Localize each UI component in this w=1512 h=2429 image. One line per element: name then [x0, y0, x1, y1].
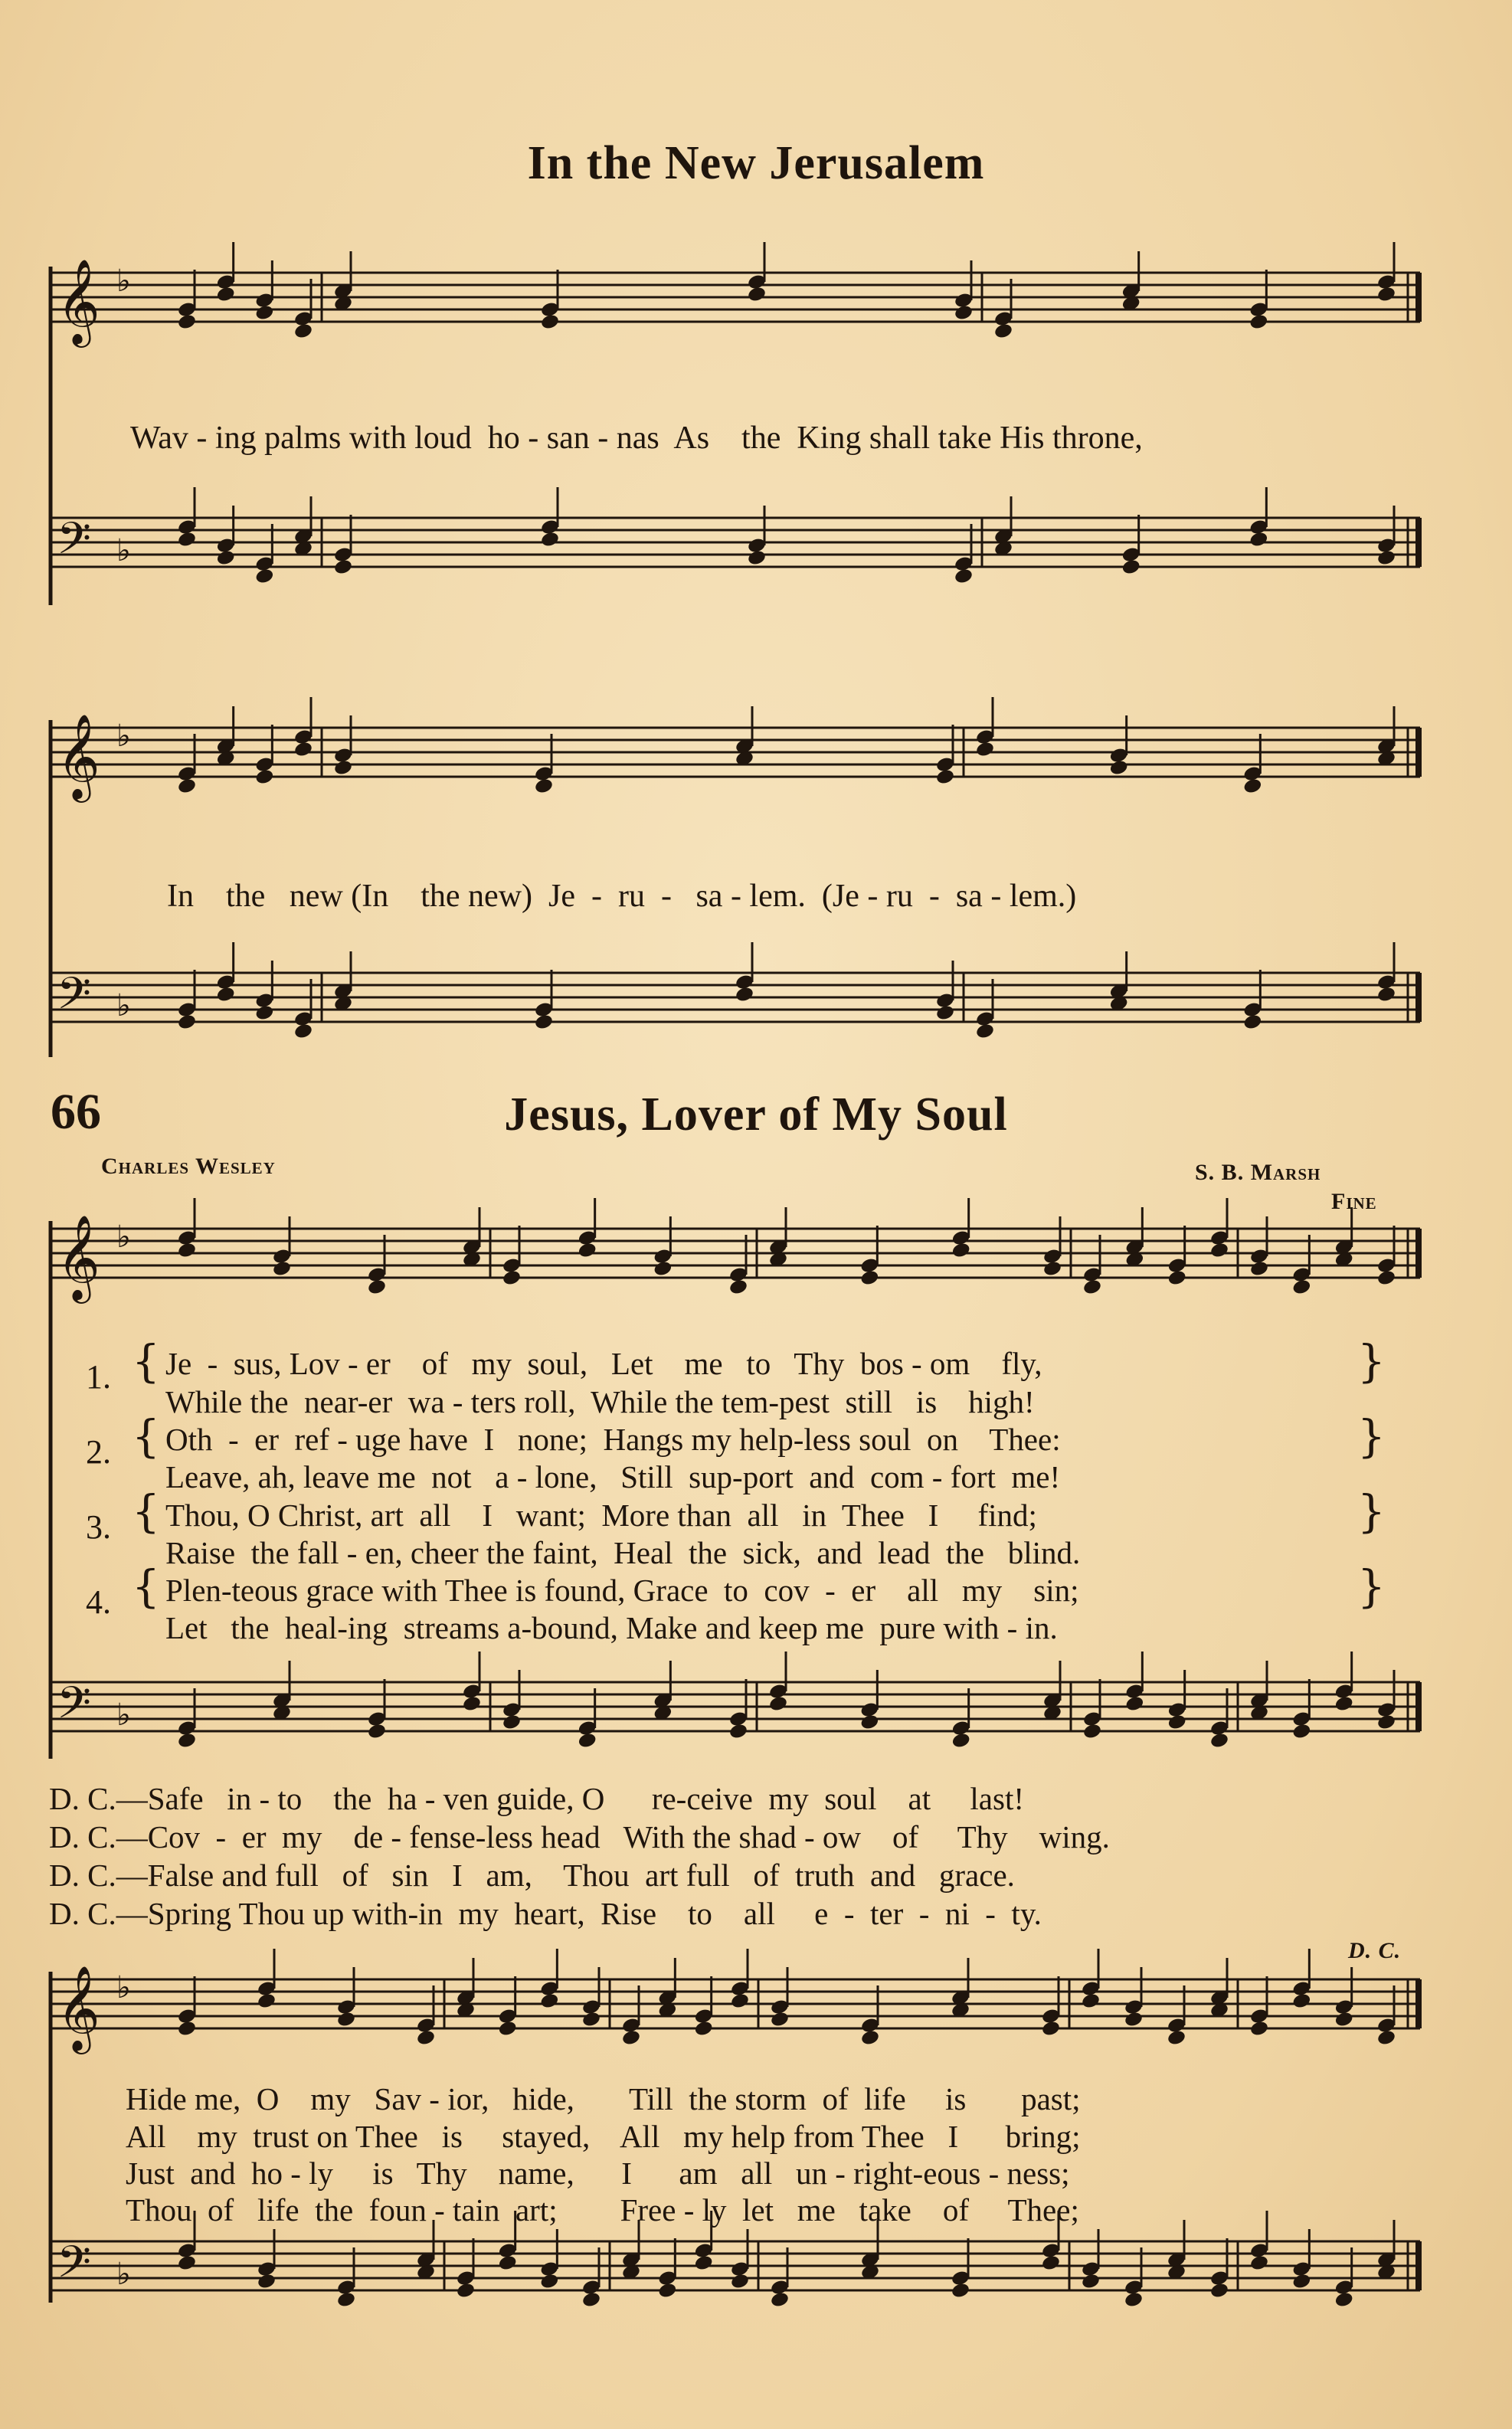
- verse-brace: }: [1357, 1560, 1386, 1612]
- final-bar: [1415, 973, 1422, 1022]
- treble-clef: 𝄞: [57, 713, 100, 799]
- note-head: [177, 2020, 197, 2038]
- note-head: [1291, 1992, 1311, 2010]
- verse-lyric-line: Let the heal-ing streams a-bound, Make and keep me pure with - in.: [165, 1610, 1058, 1645]
- note-head: [1242, 777, 1262, 795]
- note-head: [735, 986, 754, 1003]
- note-head: [456, 2282, 476, 2300]
- note-head: [177, 531, 197, 548]
- note-head: [1249, 313, 1268, 331]
- note-head: [578, 1242, 597, 1259]
- note-head: [1041, 2020, 1061, 2038]
- note-head: [1121, 558, 1141, 576]
- final-bar: [1415, 273, 1422, 322]
- note-head: [1376, 286, 1396, 303]
- note-head: [1082, 1723, 1102, 1740]
- treble-clef: 𝄞: [57, 1214, 100, 1300]
- bass-clef: 𝄢: [57, 2236, 92, 2299]
- dc-lyric-line: D. C.—Safe in - to the ha - ven guide, O re-ceive my soul at last!: [49, 1781, 1024, 1816]
- flat-sign: ♭: [116, 1970, 131, 2005]
- hymn-number: 66: [51, 1084, 101, 1140]
- note-head: [1081, 1992, 1101, 2010]
- final-bar: [1415, 728, 1422, 777]
- verse-number: 4.: [86, 1583, 111, 1621]
- verse-lyric-line: Je - sus, Lov - er of my soul, Let me to Thy bos - om fly,: [165, 1346, 1042, 1381]
- note-head: [935, 1004, 955, 1022]
- note-head: [1124, 1695, 1144, 1713]
- note-head: [1334, 1695, 1354, 1713]
- note-head: [333, 759, 353, 777]
- note-head: [254, 568, 274, 585]
- note-head: [539, 2273, 559, 2290]
- note-head: [177, 313, 197, 331]
- verse-number: 3.: [86, 1508, 111, 1546]
- author-credit: Charles Wesley: [101, 1154, 276, 1179]
- flat-sign: ♭: [116, 1219, 131, 1255]
- note-head: [257, 2273, 277, 2290]
- note-head: [534, 777, 554, 795]
- note-head: [177, 1013, 197, 1031]
- note-head: [694, 2020, 714, 2038]
- final-bar: [1415, 2241, 1422, 2290]
- note-head: [1124, 2011, 1144, 2028]
- verse-lyric-line: Oth - er ref - uge have I none; Hangs my help-less soul on Thee:: [165, 1422, 1061, 1457]
- note-head: [993, 322, 1013, 340]
- verse-lyric-line: Raise the fall - en, cheer the faint, Heal the sick, and lead the blind.: [165, 1535, 1081, 1570]
- verse-lyric-line: Leave, ah, leave me not a - lone, Still sup-port and com - fort me!: [165, 1459, 1061, 1494]
- dc-marking: D. C.: [1348, 1938, 1402, 1963]
- dc-lyric-line: D. C.—Spring Thou up with-in my heart, Rise to all e - ter - ni - ty.: [49, 1896, 1042, 1931]
- note-head: [770, 2011, 790, 2028]
- note-head: [951, 1242, 971, 1259]
- hymn-title-jesus-lover: Jesus, Lover of My Soul: [504, 1088, 1008, 1141]
- flat-sign: ♭: [116, 264, 131, 299]
- note-head: [216, 549, 236, 567]
- note-head: [336, 2011, 356, 2028]
- note-head: [935, 768, 955, 786]
- verse-lyric-line: Plen-teous grace with Thee is found, Grace to cov - er all my sin;: [165, 1573, 1079, 1608]
- note-head: [333, 558, 353, 576]
- note-head: [860, 2029, 880, 2047]
- note-head: [502, 1269, 522, 1287]
- refrain-lyric-line: Thou of life the foun - tain art; Free - ly let me take of Thee;: [126, 2192, 1079, 2228]
- verse-lyric-line: While the near-er wa - ters roll, While the tem-pest still is high!: [165, 1384, 1035, 1419]
- note-head: [768, 1695, 788, 1713]
- final-bar: [1415, 1979, 1422, 2028]
- hymn-title-new-jerusalem: In the New Jerusalem: [527, 137, 985, 189]
- note-head: [1249, 2020, 1269, 2038]
- note-head: [1334, 2011, 1354, 2028]
- note-head: [1291, 1278, 1311, 1296]
- note-head: [1376, 2029, 1396, 2047]
- dc-lyric-line: D. C.—Cov - er my de - fense-less head With the shad - ow of Thy wing.: [49, 1819, 1110, 1854]
- note-head: [578, 1732, 597, 1750]
- refrain-lyric-line: All my trust on Thee is stayed, All my help from Thee I bring;: [126, 2119, 1081, 2154]
- note-head: [621, 2029, 641, 2047]
- note-head: [954, 568, 974, 585]
- refrain-lyric-line: Just and ho - ly is Thy name, I am all un - right-eous - ness;: [126, 2156, 1070, 2191]
- flat-sign: ♭: [116, 1697, 131, 1733]
- note-head: [1376, 1269, 1396, 1287]
- refrain-lyric-line: Hide me, O my Sav - ior, hide, Till the storm of life is past;: [126, 2081, 1081, 2116]
- note-head: [177, 777, 197, 795]
- flat-sign: ♭: [116, 719, 131, 754]
- lyric-line: Wav - ing palms with loud ho - san - nas As the King shall take His throne,: [130, 421, 1143, 456]
- note-head: [1042, 1260, 1062, 1278]
- note-head: [657, 2282, 677, 2300]
- composer-credit: S. B. Marsh: [1195, 1160, 1321, 1185]
- note-head: [1209, 1732, 1229, 1750]
- treble-clef: 𝄞: [57, 258, 100, 344]
- verse-number: 2.: [86, 1433, 111, 1471]
- note-head: [498, 2020, 518, 2038]
- note-head: [1209, 2282, 1229, 2300]
- note-head: [1167, 2029, 1186, 2047]
- verse-brace: }: [1357, 1410, 1386, 1462]
- note-head: [975, 741, 995, 758]
- note-head: [1167, 1269, 1187, 1287]
- note-head: [540, 313, 560, 331]
- note-head: [498, 2254, 518, 2272]
- flat-sign: ♭: [116, 988, 131, 1023]
- note-head: [272, 1260, 292, 1278]
- note-head: [747, 286, 767, 303]
- note-head: [1081, 2273, 1101, 2290]
- verse-lyric-line: Thou, O Christ, art all I want; More than all in Thee I find;: [165, 1498, 1037, 1533]
- note-head: [728, 1723, 748, 1740]
- note-head: [539, 1992, 559, 2010]
- verse-brace: }: [1357, 1335, 1386, 1387]
- note-head: [1242, 1013, 1262, 1031]
- note-head: [730, 1992, 750, 2010]
- verse-number: 1.: [86, 1358, 111, 1396]
- note-head: [747, 549, 767, 567]
- note-head: [254, 768, 274, 786]
- note-head: [540, 531, 560, 548]
- note-head: [1376, 549, 1396, 567]
- verse-brace: {: [132, 1485, 160, 1537]
- lyric-line: In the new (In the new) Je - ru - sa - lem. (Je - ru - sa - lem.): [167, 879, 1077, 914]
- verse-brace: }: [1357, 1485, 1386, 1537]
- note-head: [770, 2291, 790, 2309]
- note-head: [728, 1278, 748, 1296]
- note-head: [254, 1004, 274, 1022]
- note-head: [951, 2282, 970, 2300]
- note-head: [1124, 2291, 1144, 2309]
- note-head: [1291, 1723, 1311, 1740]
- note-head: [951, 1732, 971, 1750]
- note-head: [293, 322, 313, 340]
- note-head: [177, 1242, 197, 1259]
- note-head: [1167, 1714, 1187, 1731]
- note-head: [177, 2254, 197, 2272]
- note-head: [1209, 1242, 1229, 1259]
- note-head: [462, 1695, 482, 1713]
- flat-sign: ♭: [116, 2257, 131, 2292]
- note-head: [502, 1714, 522, 1731]
- note-head: [1249, 531, 1268, 548]
- note-head: [1082, 1278, 1102, 1296]
- note-head: [1249, 1260, 1269, 1278]
- verse-brace: {: [132, 1410, 160, 1462]
- bass-clef: 𝄢: [57, 967, 92, 1030]
- note-head: [859, 1714, 879, 1731]
- note-head: [367, 1278, 387, 1296]
- note-head: [975, 1023, 995, 1040]
- note-head: [1109, 759, 1129, 777]
- note-head: [859, 1269, 879, 1287]
- note-head: [1376, 986, 1396, 1003]
- flat-sign: ♭: [116, 533, 131, 568]
- note-head: [177, 1732, 197, 1750]
- note-head: [367, 1723, 387, 1740]
- bass-clef: 𝄢: [57, 512, 92, 575]
- note-head: [216, 986, 236, 1003]
- note-head: [257, 1992, 277, 2010]
- note-head: [581, 2011, 601, 2028]
- note-head: [1376, 1714, 1396, 1731]
- note-head: [416, 2029, 436, 2047]
- note-head: [954, 304, 974, 322]
- dc-lyric-line: D. C.—False and full of sin I am, Thou art full of truth and grace.: [49, 1858, 1015, 1893]
- note-head: [1249, 2254, 1269, 2272]
- note-head: [293, 741, 313, 758]
- note-head: [293, 1023, 313, 1040]
- note-head: [694, 2254, 714, 2272]
- note-head: [1291, 2273, 1311, 2290]
- note-head: [254, 304, 274, 322]
- note-head: [336, 2291, 356, 2309]
- note-head: [653, 1260, 673, 1278]
- final-bar: [1415, 1682, 1422, 1731]
- treble-clef: 𝄞: [57, 1965, 100, 2051]
- note-head: [534, 1013, 554, 1031]
- final-bar: [1415, 518, 1422, 567]
- note-head: [1334, 2291, 1354, 2309]
- note-head: [581, 2291, 601, 2309]
- verse-brace: {: [132, 1560, 160, 1612]
- verse-brace: {: [132, 1335, 160, 1387]
- bass-clef: 𝄢: [57, 1677, 92, 1740]
- note-head: [216, 286, 236, 303]
- note-head: [1041, 2254, 1061, 2272]
- fine-marking: Fine: [1331, 1189, 1377, 1214]
- note-head: [730, 2273, 750, 2290]
- final-bar: [1415, 1229, 1422, 1278]
